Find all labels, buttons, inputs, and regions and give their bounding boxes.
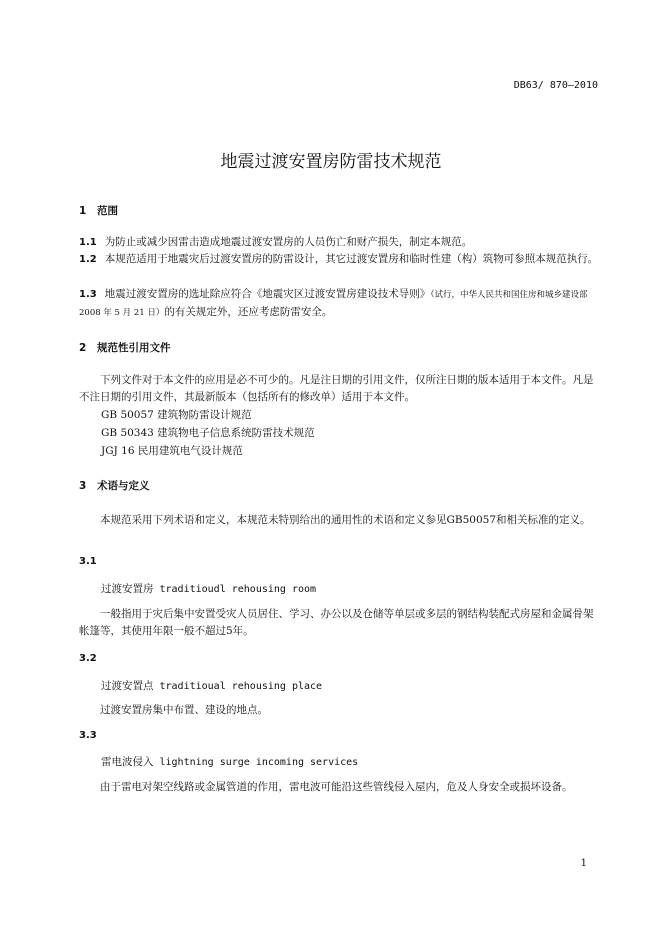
reference-2: GB 50343 建筑物电子信息系统防雷技术规范 [101, 427, 315, 439]
term-3-1-english: traditioudl rehousing room [159, 584, 317, 595]
section-3-number: 3 [79, 480, 87, 492]
section-1-number: 1 [79, 205, 87, 217]
clause-1-2-text: 本规范适用于地震灾后过渡安置房的防雷设计，其它过渡安置房和临时性建（构）筑物可参照本规范执行。 [104, 253, 599, 265]
term-3-2-definition: 过渡安置房集中布置、建设的地点。 [100, 704, 268, 716]
section-1-title: 范围 [97, 205, 118, 217]
section-2-heading [79, 340, 171, 355]
term-3-2-chinese: 过渡安置点 [101, 680, 154, 692]
term-3-3-chinese: 雷电波侵入 [101, 756, 154, 768]
term-3-1-chinese: 过渡安置房 [101, 583, 154, 595]
clause-1-1-text: 为防止或减少因雷击造成地震过渡安置房的人员伤亡和财产损失，制定本规范。 [104, 236, 473, 248]
clause-1-3-number: 1.3 [79, 289, 97, 300]
section-3-heading [79, 478, 150, 493]
term-3-2-number: 3.2 [79, 653, 97, 664]
clause-1-3-note: （试行，中华人民共和国住房和城乡建设部 2008 年 5 月 21 日） [79, 290, 588, 318]
standard-code: DB63/ 870—2010 [513, 80, 598, 91]
clause-1-2-number: 1.2 [79, 254, 97, 265]
term-3-3-number: 3.3 [79, 730, 97, 741]
clause-1-3-text-a: 地震过渡安置房的选址除应符合《地震灾区过渡安置房建设技术导则》 [104, 288, 431, 300]
clause-1-3-text-b: 的有关规定外，还应考虑防雷安全。 [164, 306, 333, 318]
reference-1: GB 50057 建筑物防雷设计规范 [101, 409, 252, 421]
page-title: 地震过渡安置房防雷技术规范 [220, 152, 442, 172]
term-3-3-english: lightning surge incoming services [159, 757, 359, 768]
term-3-1-number: 3.1 [79, 556, 97, 567]
clause-1-2 [79, 251, 599, 268]
term-3-2-english: traditioual rehousing place [159, 681, 323, 692]
clause-1-1 [79, 234, 599, 251]
section-2-number: 2 [79, 342, 87, 354]
section-1-heading [79, 203, 118, 218]
section-3-paragraph: 本规范采用下列术语和定义，本规范未特别给出的通用性的术语和定义参见GB50057和相关标准的定义。 [100, 514, 591, 526]
term-3-1-definition: 一般指用于灾后集中安置受灾人员居住、学习、办公以及仓储等单层或多层的钢结构装配式房屋和金属骨架帐篷等，其使用年限一般不超过5年。 [79, 608, 594, 637]
term-3-3 [101, 754, 358, 769]
term-3-1 [101, 581, 316, 596]
term-3-3-definition: 由于雷电对架空线路或金属管道的作用，雷电波可能沿这些管线侵入屋内，危及人身安全或损坏设备。 [100, 781, 573, 793]
term-3-2 [101, 678, 322, 693]
section-2-title: 规范性引用文件 [97, 342, 171, 354]
reference-3: JGJ 16 民用建筑电气设计规范 [101, 445, 243, 457]
section-2-paragraph: 下列文件对于本文件的应用是必不可少的。凡是注日期的引用文件，仅所注日期的版本适用于本文件。凡是不注日期的引用文件，其最新版本（包括所有的修改单）适用于本文件。 [79, 374, 594, 403]
section-3-title: 术语与定义 [97, 480, 150, 492]
clause-1-3 [79, 286, 599, 322]
page-number: 1 [580, 858, 587, 869]
clause-1-1-number: 1.1 [79, 237, 97, 248]
